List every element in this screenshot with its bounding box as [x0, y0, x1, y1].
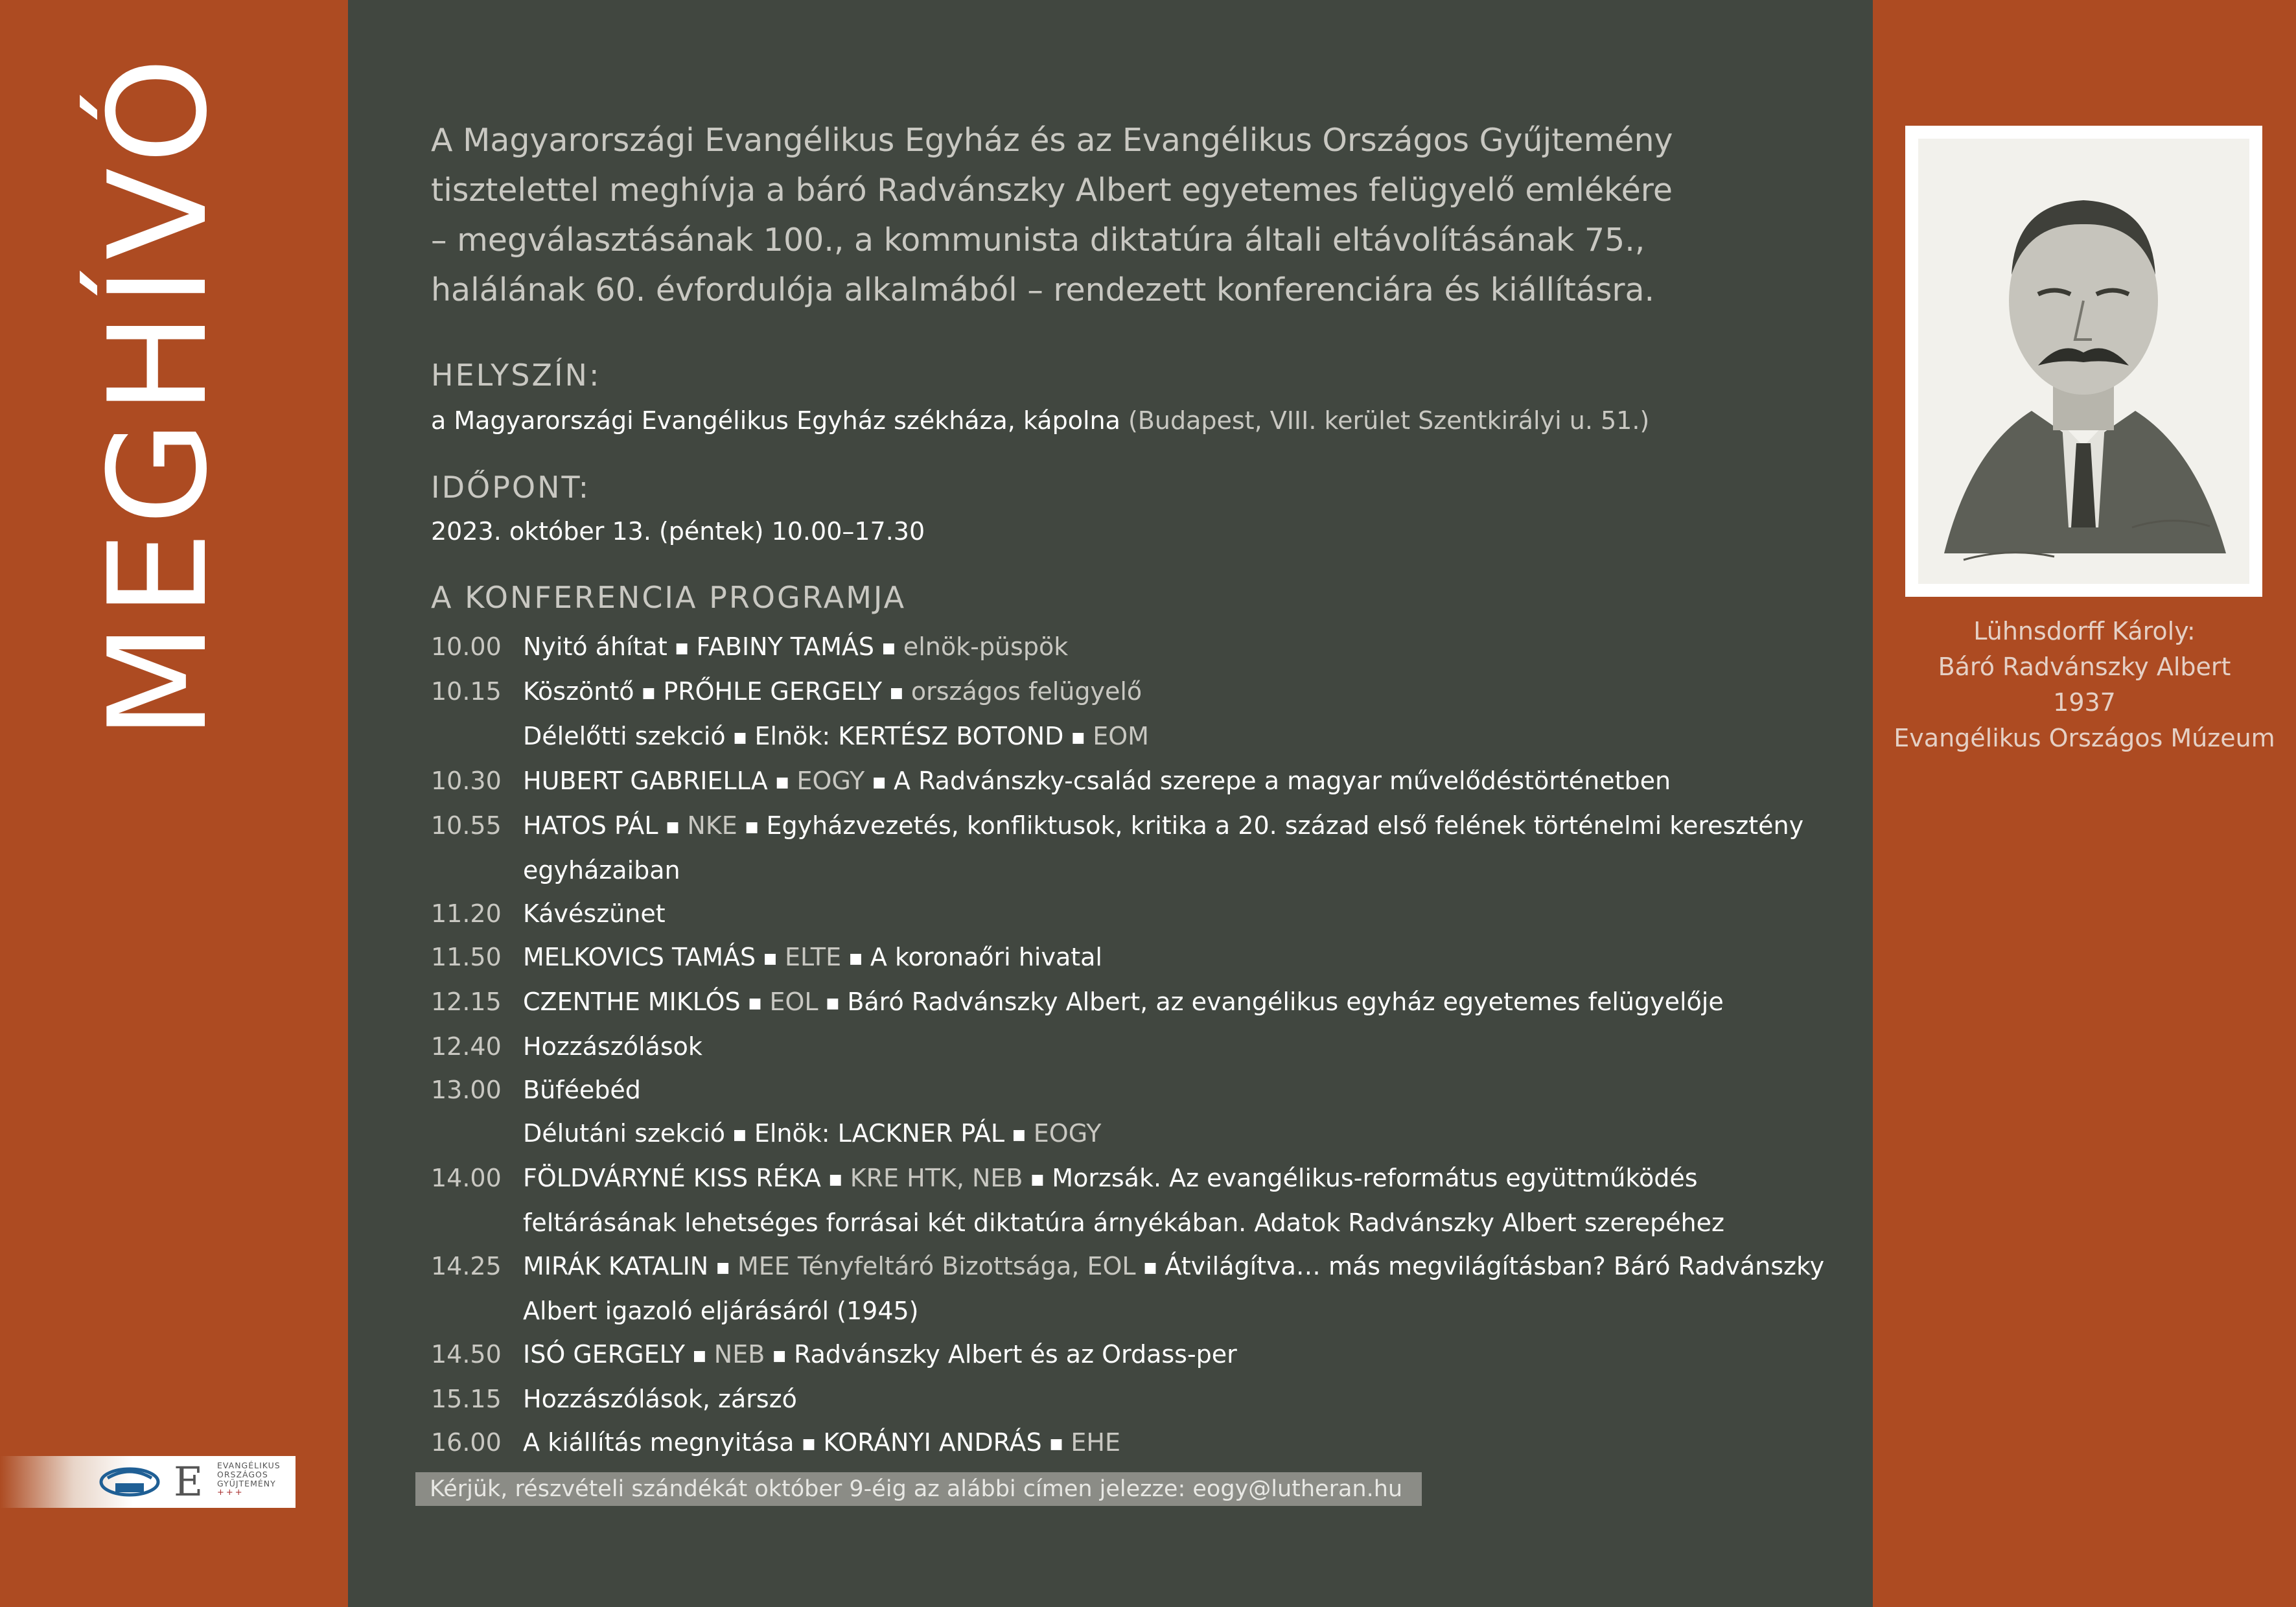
collection-logo-text [217, 1461, 281, 1497]
program-description [523, 1245, 1844, 1333]
venue-line [431, 406, 1649, 435]
program-text: PRŐHLE GERGELY [663, 677, 883, 706]
bullet-separator-icon: ■ [1030, 1172, 1045, 1188]
bullet-separator-icon: ■ [1012, 1127, 1026, 1143]
program-affiliation: EOM [1093, 722, 1149, 750]
program-text: Egyházvezetés, konfliktusok, kritika a 20. század első felének történelmi keresztény egyházaiban [523, 811, 1804, 884]
program-text: FABINY TAMÁS [696, 632, 875, 661]
program-item [431, 715, 1844, 759]
program-time [431, 715, 523, 759]
program-text: HATOS PÁL [523, 811, 658, 840]
program-text: KORÁNYI ANDRÁS [823, 1428, 1042, 1457]
caption-title: Báró Radvánszky Albert [1938, 653, 2231, 681]
bullet-separator-icon: ■ [882, 640, 896, 656]
program-description [523, 1112, 1844, 1157]
program-description [523, 892, 1844, 936]
program-time: 16.00 [431, 1428, 502, 1457]
bullet-separator-icon: ■ [802, 1436, 816, 1452]
bullet-separator-icon: ■ [1143, 1260, 1157, 1276]
program-affiliation: MEE Tényfeltáró Bizottsága, EOL [737, 1252, 1136, 1280]
program-item [431, 1421, 1844, 1466]
logo-line-2: ORSZÁGOS [217, 1470, 268, 1479]
program-affiliation: EOGY [796, 767, 865, 795]
portrait-caption [1873, 614, 2296, 756]
program-text: MELKOVICS TAMÁS [523, 943, 756, 971]
program-description [523, 1421, 1844, 1466]
rsvp-note: Kérjük, részvételi szándékát október 9-éig az alábbi címen jelezze: eogy@lutheran.hu [415, 1472, 1422, 1506]
program-item [431, 1333, 1844, 1378]
program-text: Hozzászólások, zárszó [523, 1385, 797, 1413]
bullet-separator-icon: ■ [666, 819, 680, 835]
logo-line-3: GYŰJTEMÉNY [217, 1479, 276, 1488]
program-text: Báró Radvánszky Albert, az evangélikus egyház egyetemes felügyelője [847, 988, 1724, 1016]
caption-artist: Lühnsdorff Károly: [1973, 617, 2196, 645]
program-time: 11.20 [431, 899, 502, 928]
bullet-separator-icon: ■ [828, 1172, 842, 1188]
program-time: 12.15 [431, 988, 502, 1016]
bullet-separator-icon: ■ [890, 685, 903, 701]
program-time: 14.50 [431, 1340, 502, 1369]
program-description [523, 936, 1844, 980]
program-text: Büféebéd [523, 1076, 641, 1104]
bullet-separator-icon: ■ [849, 951, 863, 967]
program-text: CZENTHE MIKLÓS [523, 988, 741, 1016]
program-description [523, 804, 1844, 892]
venue-name: a Magyarországi Evangélikus Egyház székháza, kápolna [431, 406, 1120, 435]
program-affiliation: ELTE [784, 943, 842, 971]
program-item [431, 1112, 1844, 1157]
program-description [523, 625, 1844, 670]
program-affiliation: EOL [769, 988, 818, 1016]
intro-line: halálának 60. évfordulója alkalmából – rendezett konferenciára és kiállításra. [431, 272, 1655, 308]
bullet-separator-icon: ■ [733, 1127, 747, 1143]
logo-line-1: EVANGÉLIKUS [217, 1461, 281, 1470]
venue-address: (Budapest, VIII. kerület Szentkirályi u. 51.) [1128, 406, 1650, 435]
caption-year: 1937 [2053, 688, 2116, 717]
program-text: Elnök: LACKNER PÁL [754, 1119, 1004, 1148]
program-item [431, 936, 1844, 980]
bullet-separator-icon: ■ [826, 995, 840, 1012]
program-description [523, 1069, 1844, 1112]
program-item [431, 980, 1844, 1025]
program-text: A kiállítás megnyitása [523, 1428, 794, 1457]
intro-text [431, 115, 1727, 315]
program-text: FÖLDVÁRYNÉ KISS RÉKA [523, 1164, 821, 1192]
program-item [431, 625, 1844, 670]
program-time: 10.00 [431, 632, 502, 661]
program-text: HUBERT GABRIELLA [523, 767, 768, 795]
bullet-separator-icon: ■ [763, 951, 777, 967]
program-item [431, 670, 1844, 715]
program-item [431, 804, 1844, 892]
invitation-title: MEGHÍVÓ [80, 51, 237, 740]
program-description [523, 1157, 1844, 1245]
logo-strip [0, 1456, 296, 1508]
program-time: 13.00 [431, 1076, 502, 1104]
program-time: 12.40 [431, 1032, 502, 1061]
logo-crosses: +++ [217, 1488, 244, 1497]
bullet-separator-icon: ■ [675, 640, 689, 656]
caption-collection: Evangélikus Országos Múzeum [1894, 724, 2275, 752]
program-item [431, 1245, 1844, 1333]
portrait-drawing [1918, 139, 2249, 584]
program-affiliation: KRE HTK, NEB [850, 1164, 1023, 1192]
program-affiliation: országos felügyelő [910, 677, 1142, 706]
program-text: Elnök: KERTÉSZ BOTOND [754, 722, 1064, 750]
program-time: 10.55 [431, 811, 502, 840]
bullet-separator-icon: ■ [716, 1260, 730, 1276]
program-item [431, 1378, 1844, 1421]
program-time [431, 1112, 523, 1157]
program-label: A KONFERENCIA PROGRAMJA [431, 580, 907, 615]
program-item [431, 1069, 1844, 1112]
program-affiliation: EOGY [1033, 1119, 1102, 1148]
program-description [523, 1333, 1844, 1378]
bullet-separator-icon: ■ [872, 774, 887, 791]
program-time: 10.15 [431, 677, 502, 706]
bullet-separator-icon: ■ [775, 774, 789, 791]
church-logo-icon [97, 1464, 162, 1500]
program-description [523, 715, 1844, 759]
program-affiliation: EHE [1071, 1428, 1120, 1457]
program-text: Morzsák. Az evangélikus-református együttműködés feltárásának lehetséges forrásai két diktatúra árnyékában. Adatok Radvánszky Albert szerepéhez [523, 1164, 1724, 1237]
program-affiliation: elnök-püspök [903, 632, 1069, 661]
venue-label: HELYSZÍN: [431, 358, 601, 393]
program-text: MIRÁK KATALIN [523, 1252, 709, 1280]
program-text: Kávészünet [523, 899, 666, 928]
program-text: Radvánszky Albert és az Ordass-per [794, 1340, 1237, 1369]
bullet-separator-icon: ■ [692, 1348, 706, 1364]
time-label: IDŐPONT: [431, 470, 591, 505]
program-text: Hozzászólások [523, 1032, 702, 1061]
program-item [431, 892, 1844, 936]
program-description [523, 1378, 1844, 1421]
program-affiliation: NKE [687, 811, 737, 840]
bullet-separator-icon: ■ [748, 995, 762, 1012]
bullet-separator-icon: ■ [745, 819, 759, 835]
program-time: 15.15 [431, 1385, 502, 1413]
intro-line: tisztelettel meghívja a báró Radvánszky Albert egyetemes felügyelő emlékére [431, 172, 1673, 209]
bullet-separator-icon: ■ [642, 685, 656, 701]
program-text: Nyitó áhítat [523, 632, 667, 661]
program-description [523, 980, 1844, 1025]
program-list [431, 625, 1844, 1466]
collection-logo-letter: E [174, 1458, 203, 1505]
program-text: A Radvánszky-család szerepe a magyar művelődéstörténetben [894, 767, 1671, 795]
program-time: 10.30 [431, 767, 502, 795]
program-text: Délutáni szekció [523, 1119, 726, 1148]
program-item [431, 759, 1844, 804]
bullet-separator-icon: ■ [772, 1348, 787, 1364]
intro-line: A Magyarországi Evangélikus Egyház és az Evangélikus Országos Gyűjtemény [431, 122, 1673, 159]
program-affiliation: NEB [713, 1340, 765, 1369]
time-value: 2023. október 13. (péntek) 10.00–17.30 [431, 517, 925, 546]
program-text: Köszöntő [523, 677, 634, 706]
program-time: 11.50 [431, 943, 502, 971]
program-text: ISÓ GERGELY [523, 1340, 685, 1369]
bullet-separator-icon: ■ [1071, 730, 1085, 746]
program-text: Átvilágítva… más megvilágításban? Báró Radvánszky Albert igazoló eljárásáról (1945) [523, 1252, 1825, 1325]
program-item [431, 1157, 1844, 1245]
program-description [523, 1025, 1844, 1069]
program-text: A koronaőri hivatal [870, 943, 1102, 971]
program-description [523, 759, 1844, 804]
program-item [431, 1025, 1844, 1069]
program-time: 14.25 [431, 1252, 502, 1280]
intro-line: – megválasztásának 100., a kommunista diktatúra általi eltávolításának 75., [431, 222, 1645, 259]
program-description [523, 670, 1844, 715]
program-text: Délelőtti szekció [523, 722, 726, 750]
bullet-separator-icon: ■ [733, 730, 747, 746]
bullet-separator-icon: ■ [1049, 1436, 1063, 1452]
program-time: 14.00 [431, 1164, 502, 1192]
